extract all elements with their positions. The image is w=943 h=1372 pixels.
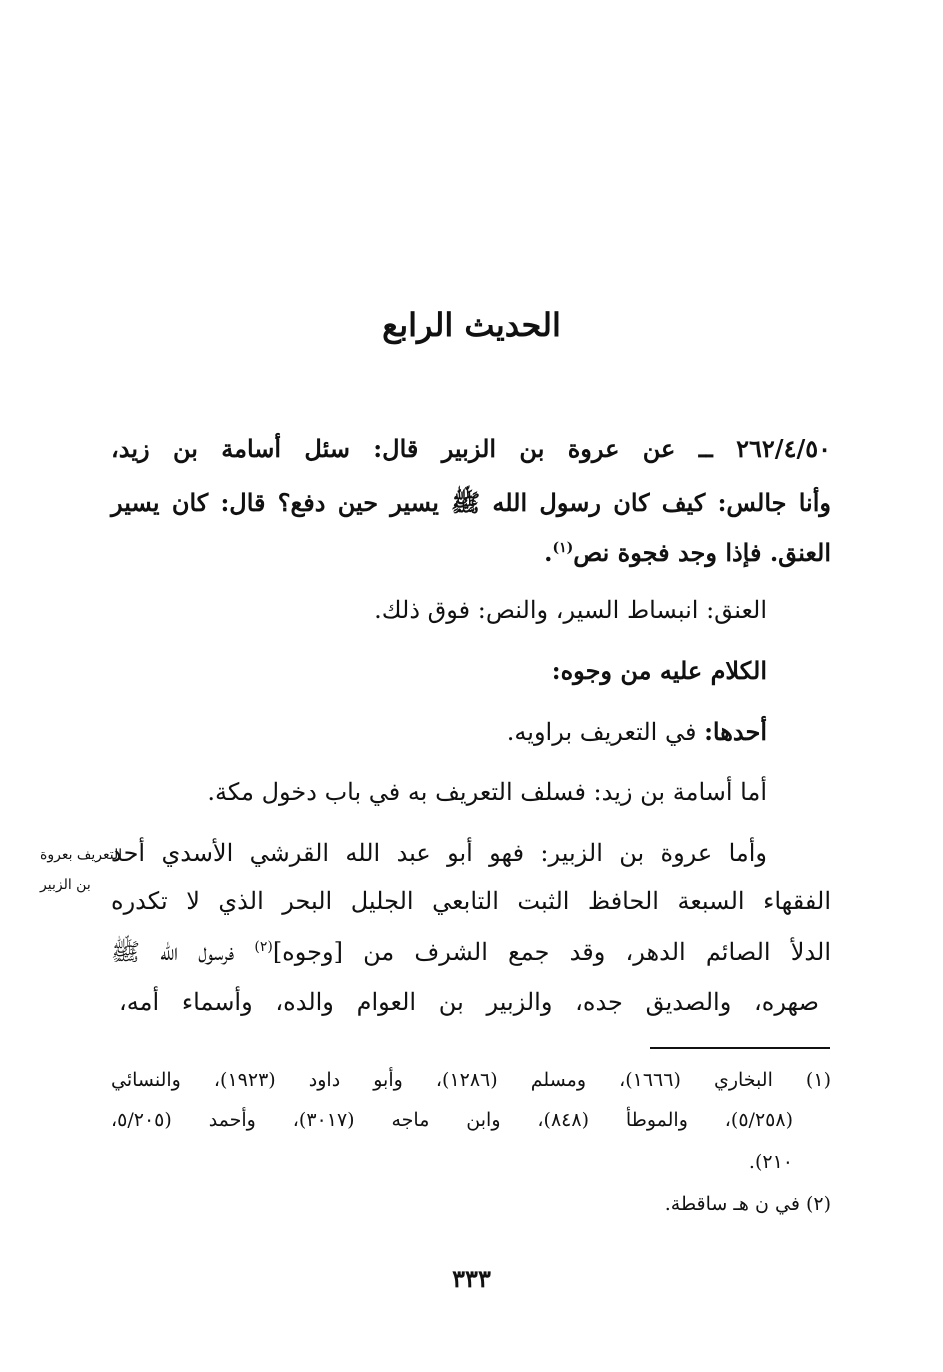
gloss-line: العنق: انبساط السير، والنص: فوق ذلك.	[374, 596, 767, 624]
hadith-line-2: وأنا جالس: كيف كان رسول الله ﷺ يسير حين دفع؟ قال: كان يسير	[111, 488, 831, 517]
footnote-1-line-2: (٥/٢٥٨)، والموطأ (٨٤٨)، وابن ماجه (٣٠١٧)، وأحمد (٥/٢٠٥،	[111, 1109, 793, 1131]
margin-note-line-1: التعريف بعروة	[40, 847, 123, 863]
chapter-heading: الحديث الرابع	[382, 306, 561, 344]
footnote-ref-2: (٢)	[254, 939, 273, 955]
discussion-intro: الكلام عليه من وجوه:	[551, 656, 767, 685]
urwa-line-4: صهره، والصديق جده، والزبير بن العوام والده، وأسماء أمه،	[119, 988, 819, 1016]
urwa-line-1: وأما عروة بن الزبير: فهو أبو عبد الله القرشي الأسدي أحد	[111, 839, 768, 867]
footnote-1-line-1: (١) البخاري (١٦٦٦)، ومسلم (١٢٨٦)، وأبو داود (١٩٢٣)، والنسائي	[111, 1069, 831, 1091]
hadith-line-3-text: العنق. فإذا وجد فجوة نص	[573, 538, 831, 567]
footnote-2: (٢) في ن هـ ساقطة.	[664, 1193, 831, 1215]
urwa-line-3-text: الدلأ الصائم الدهر، وقد جمع الشرف من [وجوه]	[272, 938, 831, 966]
hadith-line-3	[111, 536, 831, 570]
hadith-end-punct: .	[544, 538, 553, 567]
footnote-ref-1: (١)	[552, 540, 574, 556]
footnote-separator	[650, 1047, 830, 1049]
usama-line: أما أسامة بن زيد: فسلف التعريف به في باب دخول مكة.	[207, 778, 767, 806]
urwa-line-2: الفقهاء السبعة الحافظ الثبت التابعي الجليل البحر الذي لا تكدره	[111, 887, 831, 915]
hadith-line-1: ٢٦٢/٤/٥٠ ــ عن عروة بن الزبير قال: سئل أسامة بن زيد،	[111, 434, 831, 463]
first-aspect	[111, 715, 767, 749]
page-number: ٣٣٣	[452, 1264, 491, 1293]
urwa-line-3	[111, 935, 831, 969]
margin-note-line-2: بن الزبير	[40, 877, 91, 893]
first-aspect-text: في التعريف براويه.	[506, 718, 705, 746]
footnote-1-line-3: ٢١٠).	[748, 1151, 793, 1173]
urwa-line-3-tail: فرسول الله ﷺ	[111, 938, 255, 966]
first-aspect-label: أحدها:	[704, 717, 767, 746]
